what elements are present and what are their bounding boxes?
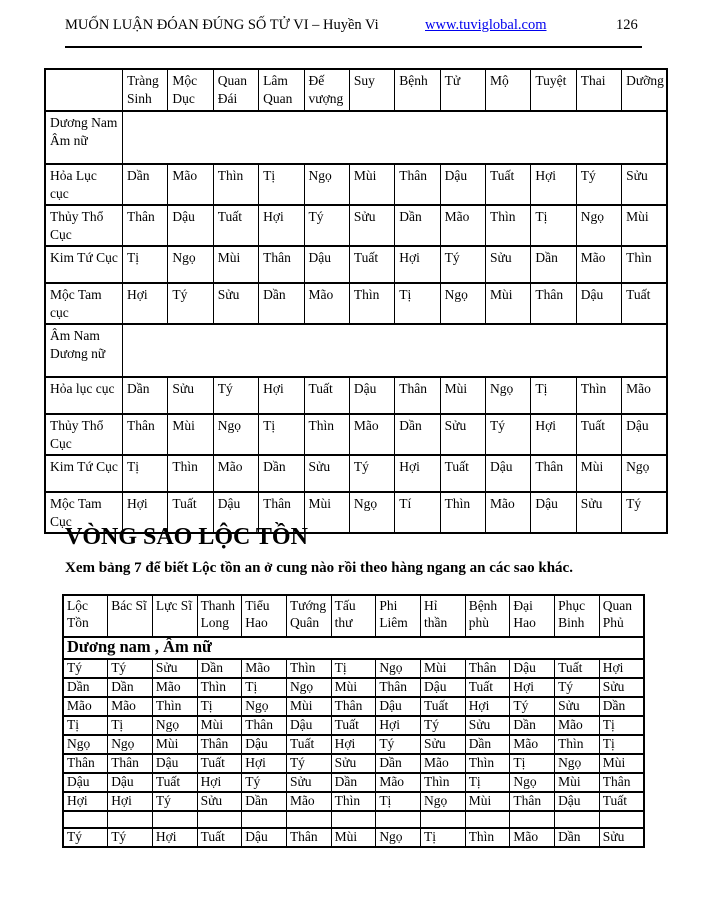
table-cell: Tuất — [555, 659, 600, 678]
table-cell: Mão — [421, 754, 466, 773]
table-row — [63, 678, 644, 697]
table-cell: Hợi — [376, 716, 421, 735]
table-cell: Tý — [286, 754, 331, 773]
table-cell — [376, 811, 421, 828]
table-cell: Dần — [555, 828, 600, 847]
table-cell: Hợi — [123, 492, 168, 533]
row-label: Dậu — [63, 773, 108, 792]
table-cell: Mão — [486, 492, 531, 533]
table-cell: Hợi — [395, 455, 440, 492]
table-cell: Dậu — [576, 283, 621, 324]
table-cell: Mùi — [286, 697, 331, 716]
table-cell: Tuất — [286, 735, 331, 754]
table-cell: Dần — [331, 773, 376, 792]
table-cell: Tuất — [331, 716, 376, 735]
table-cell: Tuất — [304, 377, 349, 414]
table-cell: Thân — [395, 164, 440, 205]
table-cell: Hợi — [465, 697, 510, 716]
table-cell: Thân — [123, 205, 168, 246]
table-cell: Mùi — [440, 377, 485, 414]
table-row — [63, 792, 644, 811]
row-label: Hỏa lục cục — [45, 377, 123, 414]
column-header — [45, 69, 123, 111]
table-cell: Mão — [376, 773, 421, 792]
table-cell: Mùi — [152, 735, 197, 754]
table-cell: Tị — [531, 377, 576, 414]
column-header: Tấu thư — [331, 595, 376, 637]
table-cell: Tuất — [152, 773, 197, 792]
table-cell: Mùi — [331, 828, 376, 847]
table-cell: Ngọ — [286, 678, 331, 697]
table-cell: Tị — [123, 246, 168, 283]
table-cell: Tý — [421, 716, 466, 735]
table-cell: Mão — [510, 828, 555, 847]
table-cell: Tị — [531, 205, 576, 246]
table-row — [45, 283, 667, 324]
table-cell: Ngọ — [242, 697, 287, 716]
table-cell: Tị — [421, 828, 466, 847]
table-cell: Tuất — [421, 697, 466, 716]
table-cell: Dậu — [286, 716, 331, 735]
table-cell: Sửu — [168, 377, 213, 414]
table-cell: Thân — [395, 377, 440, 414]
table-cell: Tý — [486, 414, 531, 455]
table-cell: Ngọ — [421, 792, 466, 811]
table-cell: Thìn — [331, 792, 376, 811]
row-label: Thân — [63, 754, 108, 773]
table-cell: Sửu — [152, 659, 197, 678]
table-cell: Thân — [242, 716, 287, 735]
table-cell: Mão — [440, 205, 485, 246]
table-cell: Tý — [242, 773, 287, 792]
table-cell: Hợi — [197, 773, 242, 792]
table-cell: Hợi — [531, 164, 576, 205]
table-cell — [123, 111, 668, 164]
group-label: Dương Nam Âm nữ — [45, 111, 123, 164]
table-cell: Tý — [576, 164, 621, 205]
table-cell: Tý — [376, 735, 421, 754]
table-cell: Sửu — [576, 492, 621, 533]
table-cell: Tị — [599, 735, 644, 754]
table-cell: Tí — [395, 492, 440, 533]
table-cell — [152, 811, 197, 828]
column-header: Thanh Long — [197, 595, 242, 637]
table-cell: Thìn — [421, 773, 466, 792]
table-cell: Dần — [395, 205, 440, 246]
column-header: Lâm Quan — [259, 69, 304, 111]
table-cell: Dậu — [304, 246, 349, 283]
table-cell: Mão — [286, 792, 331, 811]
table-cell: Ngọ — [622, 455, 667, 492]
table-cell: Mùi — [421, 659, 466, 678]
table-cell: Mùi — [331, 678, 376, 697]
table-cell — [510, 811, 555, 828]
row-label: Thủy Thổ Cục — [45, 414, 123, 455]
table-cell: Hợi — [531, 414, 576, 455]
table-cell — [242, 811, 287, 828]
table-cell: Mão — [349, 414, 394, 455]
column-header: Mộ — [486, 69, 531, 111]
table-cell: Thìn — [622, 246, 667, 283]
table-cell: Tý — [168, 283, 213, 324]
table-row — [63, 754, 644, 773]
table-cell: Hợi — [123, 283, 168, 324]
column-header: Thai — [576, 69, 621, 111]
table-cell: Tị — [331, 659, 376, 678]
table-cell: Mùi — [304, 492, 349, 533]
header-rule — [65, 46, 642, 48]
table-cell: Hợi — [152, 828, 197, 847]
table-cell: Thìn — [465, 828, 510, 847]
table-cell: Dậu — [152, 754, 197, 773]
table-row — [63, 773, 644, 792]
table-cell: Dậu — [486, 455, 531, 492]
table-cell: Thân — [531, 283, 576, 324]
table-cell: Dần — [599, 697, 644, 716]
table-row — [63, 637, 644, 659]
table-cell: Mùi — [465, 792, 510, 811]
table-row — [45, 164, 667, 205]
column-header: Mộc Dục — [168, 69, 213, 111]
table-cell: Mão — [576, 246, 621, 283]
table-cell: Hợi — [599, 659, 644, 678]
table-cell: Sửu — [331, 754, 376, 773]
table-cell: Ngọ — [213, 414, 258, 455]
table-cell: Dậu — [440, 164, 485, 205]
column-header: Bác Sĩ — [108, 595, 153, 637]
table-cell: Tị — [123, 455, 168, 492]
table-cell: Mùi — [197, 716, 242, 735]
table-row — [45, 455, 667, 492]
table-cell: Dậu — [168, 205, 213, 246]
table-cell: Tị — [599, 716, 644, 735]
table-cell: Hợi — [510, 678, 555, 697]
table-cell: Dần — [123, 377, 168, 414]
table-cell: Sửu — [440, 414, 485, 455]
table-cell: Tý — [108, 659, 153, 678]
table-cell: Dần — [395, 414, 440, 455]
table-cell: Thân — [259, 492, 304, 533]
table-row — [45, 324, 667, 377]
table-row — [45, 246, 667, 283]
table-cell: Sửu — [197, 792, 242, 811]
table-cell: Dần — [259, 455, 304, 492]
table-cell: Sửu — [599, 828, 644, 847]
table-cell — [197, 811, 242, 828]
table-cell: Ngọ — [440, 283, 485, 324]
table-cell: Dậu — [349, 377, 394, 414]
table-cell: Dậu — [421, 678, 466, 697]
table-cell: Sửu — [465, 716, 510, 735]
table-cell: Tý — [440, 246, 485, 283]
table-row — [63, 595, 644, 637]
loc-ton-table — [62, 594, 645, 848]
table-cell: Tị — [465, 773, 510, 792]
column-header: Lực Sĩ — [152, 595, 197, 637]
table-cell: Sửu — [555, 697, 600, 716]
table-cell: Thân — [510, 792, 555, 811]
table-row — [63, 716, 644, 735]
column-header: Tiểu Hao — [242, 595, 287, 637]
table-cell: Tuất — [440, 455, 485, 492]
table-cell: Tị — [376, 792, 421, 811]
table-cell — [331, 811, 376, 828]
table-cell: Dần — [259, 283, 304, 324]
table-cell: Thân — [376, 678, 421, 697]
table-row — [63, 697, 644, 716]
table-cell: Tuất — [599, 792, 644, 811]
table-cell: Mão — [152, 678, 197, 697]
section-subtitle: Xem bảng 7 để biết Lộc tồn an ở cung nào rồi theo hàng ngang an các sao khác. — [65, 560, 573, 576]
table-cell — [108, 811, 153, 828]
group-label: Âm Nam Dương nữ — [45, 324, 123, 377]
table-cell: Tý — [152, 792, 197, 811]
table-cell: Hợi — [259, 377, 304, 414]
table-cell: Sửu — [622, 164, 667, 205]
table-cell: Sửu — [421, 735, 466, 754]
table-cell: Thân — [108, 754, 153, 773]
table-cell: Tuất — [168, 492, 213, 533]
table-cell: Ngọ — [376, 659, 421, 678]
row-label: Ngọ — [63, 735, 108, 754]
table-cell: Ngọ — [304, 164, 349, 205]
table-cell: Sửu — [349, 205, 394, 246]
table-row — [45, 111, 667, 164]
table-cell: Dần — [197, 659, 242, 678]
table-cell: Tuất — [576, 414, 621, 455]
table-cell: Mão — [213, 455, 258, 492]
table-cell: Dần — [510, 716, 555, 735]
row-label — [63, 811, 108, 828]
table-cell: Mùi — [576, 455, 621, 492]
table-cell: Ngọ — [555, 754, 600, 773]
column-header: Tuyệt — [531, 69, 576, 111]
table-cell: Thìn — [576, 377, 621, 414]
table-row — [63, 659, 644, 678]
website-link[interactable]: www.tuviglobal.com — [425, 17, 547, 33]
row-label: Thủy Thổ Cục — [45, 205, 123, 246]
row-label: Hỏa Lục cục — [45, 164, 123, 205]
table-cell: Hợi — [259, 205, 304, 246]
row-label: Mộc Tam cục — [45, 283, 123, 324]
table-cell: Ngọ — [108, 735, 153, 754]
table-cell: Dậu — [108, 773, 153, 792]
column-header: Tràng Sinh — [123, 69, 168, 111]
table-cell: Dậu — [622, 414, 667, 455]
table-cell: Tị — [242, 678, 287, 697]
table-cell: Tuất — [622, 283, 667, 324]
table-cell: Thân — [286, 828, 331, 847]
table-row — [63, 735, 644, 754]
table-cell: Tuất — [213, 205, 258, 246]
table-cell: Tị — [108, 716, 153, 735]
table-cell: Tuất — [486, 164, 531, 205]
table-cell: Thìn — [465, 754, 510, 773]
table-cell: Thìn — [486, 205, 531, 246]
table-cell: Tuất — [349, 246, 394, 283]
table-cell: Thìn — [349, 283, 394, 324]
table-cell: Mùi — [555, 773, 600, 792]
table-cell: Hợi — [331, 735, 376, 754]
table-cell: Tuất — [197, 828, 242, 847]
table-cell: Mão — [304, 283, 349, 324]
table-cell: Dậu — [242, 828, 287, 847]
table-cell: Thân — [331, 697, 376, 716]
table-cell: Ngọ — [349, 492, 394, 533]
column-header: Đế vượng — [304, 69, 349, 111]
table-cell: Thân — [599, 773, 644, 792]
table-cell: Tị — [197, 697, 242, 716]
column-header: Bệnh — [395, 69, 440, 111]
table-cell: Tị — [510, 754, 555, 773]
table-cell: Tý — [213, 377, 258, 414]
column-header: Quan Phủ — [599, 595, 644, 637]
table-cell: Dần — [376, 754, 421, 773]
table-cell: Mão — [242, 659, 287, 678]
table-cell: Sửu — [599, 678, 644, 697]
table-cell: Tý — [510, 697, 555, 716]
table-cell: Thân — [465, 659, 510, 678]
row-label: Dần — [63, 678, 108, 697]
table-cell: Dậu — [376, 697, 421, 716]
table-cell: Thìn — [197, 678, 242, 697]
row-label: Tý — [63, 659, 108, 678]
table-cell — [555, 811, 600, 828]
table-cell: Thìn — [213, 164, 258, 205]
page-number: 126 — [616, 17, 638, 33]
column-header: Tử — [440, 69, 485, 111]
table-cell: Thìn — [304, 414, 349, 455]
table-cell: Mùi — [168, 414, 213, 455]
table-cell — [465, 811, 510, 828]
column-header: Lộc Tồn — [63, 595, 108, 637]
table-cell: Mão — [555, 716, 600, 735]
column-header: Hỉ thần — [421, 595, 466, 637]
table-cell: Tị — [259, 414, 304, 455]
table-cell: Mùi — [349, 164, 394, 205]
table-cell: Tý — [555, 678, 600, 697]
row-label: Mộc Tam Cục — [45, 492, 123, 533]
table-cell: Tuất — [465, 678, 510, 697]
row-label: Kim Tứ Cục — [45, 246, 123, 283]
table-cell: Dần — [242, 792, 287, 811]
table-cell — [123, 324, 668, 377]
row-label: Hợi — [63, 792, 108, 811]
table-cell: Thìn — [152, 697, 197, 716]
table-cell: Ngọ — [376, 828, 421, 847]
table-row — [63, 828, 644, 847]
table-cell: Mùi — [213, 246, 258, 283]
column-header: Quan Đái — [213, 69, 258, 111]
table-cell: Dậu — [555, 792, 600, 811]
table-cell: Thân — [197, 735, 242, 754]
table-cell: Dần — [531, 246, 576, 283]
table-row — [45, 69, 667, 111]
table-cell: Dần — [465, 735, 510, 754]
column-header: Bệnh phù — [465, 595, 510, 637]
row-label: Kim Tứ Cục — [45, 455, 123, 492]
column-header: Dưỡng — [622, 69, 667, 111]
table-cell: Dậu — [213, 492, 258, 533]
table-cell: Ngọ — [168, 246, 213, 283]
table-cell: Tý — [108, 828, 153, 847]
table-cell: Tuất — [197, 754, 242, 773]
table-cell: Mão — [510, 735, 555, 754]
table-cell: Tý — [304, 205, 349, 246]
table-cell: Tý — [349, 455, 394, 492]
table-cell: Mùi — [486, 283, 531, 324]
table-cell: Ngọ — [152, 716, 197, 735]
section-title: VÒNG SAO LỘC TỒN — [65, 524, 308, 550]
table-cell — [599, 811, 644, 828]
table-cell: Sửu — [486, 246, 531, 283]
table-cell: Mão — [168, 164, 213, 205]
table-row — [45, 377, 667, 414]
table-cell: Thân — [123, 414, 168, 455]
table-cell: Sửu — [304, 455, 349, 492]
row-label: Tý — [63, 828, 108, 847]
row-label: Tị — [63, 716, 108, 735]
table-cell: Tị — [259, 164, 304, 205]
table-cell: Sửu — [213, 283, 258, 324]
table-cell: Ngọ — [486, 377, 531, 414]
column-header: Tướng Quân — [286, 595, 331, 637]
table-cell: Dần — [108, 678, 153, 697]
table-cell: Dậu — [242, 735, 287, 754]
column-header: Suy — [349, 69, 394, 111]
table-row — [45, 414, 667, 455]
table-cell: Dậu — [531, 492, 576, 533]
table-cell — [421, 811, 466, 828]
table-cell: Sửu — [286, 773, 331, 792]
table-cell: Mão — [622, 377, 667, 414]
table-cell: Mùi — [599, 754, 644, 773]
table-cell: Dậu — [510, 659, 555, 678]
table-cell: Thìn — [555, 735, 600, 754]
table-cell: Tị — [395, 283, 440, 324]
life-stages-table — [44, 68, 668, 534]
table-cell: Thân — [531, 455, 576, 492]
table-cell: Mão — [108, 697, 153, 716]
table-cell — [286, 811, 331, 828]
group-label: Dương nam , Âm nữ — [63, 637, 644, 659]
column-header: Phục Binh — [555, 595, 600, 637]
table-cell: Thìn — [168, 455, 213, 492]
table-cell: Ngọ — [510, 773, 555, 792]
table-cell: Dần — [123, 164, 168, 205]
column-header: Phi Liêm — [376, 595, 421, 637]
table-cell: Hợi — [395, 246, 440, 283]
table-cell: Thân — [259, 246, 304, 283]
table-cell: Ngọ — [576, 205, 621, 246]
row-label: Mão — [63, 697, 108, 716]
column-header: Đại Hao — [510, 595, 555, 637]
table-cell: Thìn — [440, 492, 485, 533]
table-cell: Thìn — [286, 659, 331, 678]
table-cell: Hợi — [108, 792, 153, 811]
table-cell: Tý — [622, 492, 667, 533]
table-row — [45, 205, 667, 246]
table-row — [63, 811, 644, 828]
document-title: MUỐN LUẬN ĐÓAN ĐÚNG SỐ TỬ VI – Huyền Vi — [65, 17, 379, 33]
table-cell: Hợi — [242, 754, 287, 773]
table-cell: Mùi — [622, 205, 667, 246]
